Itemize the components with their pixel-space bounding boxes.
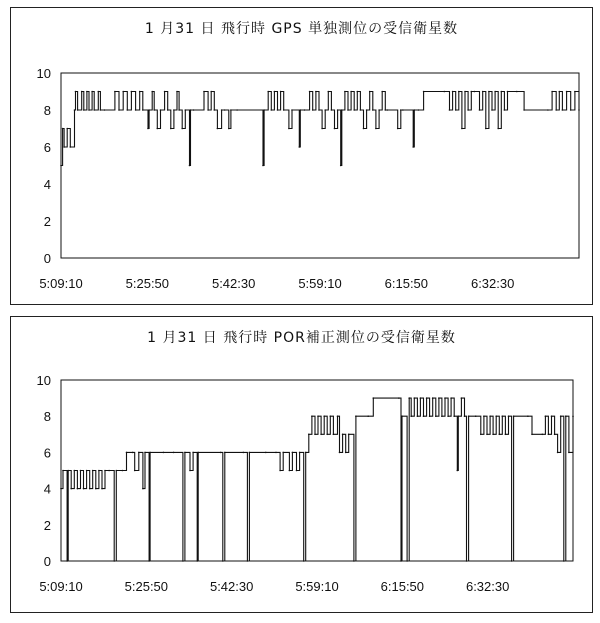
- data-point: [291, 109, 293, 111]
- data-point: [132, 452, 134, 454]
- data-point: [350, 91, 352, 93]
- data-point: [184, 452, 186, 454]
- chart-panel-por: [10, 316, 593, 613]
- data-point: [400, 560, 402, 562]
- data-point: [149, 452, 151, 454]
- data-point: [265, 452, 267, 454]
- data-point: [432, 397, 434, 399]
- data-point: [282, 452, 284, 454]
- data-point: [369, 91, 371, 93]
- y-tick-label: 4: [43, 177, 51, 192]
- y-tick-label: 2: [43, 517, 51, 533]
- data-point: [559, 91, 561, 93]
- data-point: [308, 434, 310, 436]
- data-point: [164, 91, 166, 93]
- data-point: [279, 470, 281, 472]
- data-point: [243, 452, 245, 454]
- data-point: [144, 452, 146, 454]
- data-point: [60, 165, 62, 167]
- data-point: [563, 560, 565, 562]
- y-tick-label: 8: [43, 103, 51, 118]
- data-point: [523, 109, 525, 111]
- data-point: [347, 109, 349, 111]
- data-point: [320, 434, 322, 436]
- data-point: [274, 91, 276, 93]
- data-point: [554, 434, 556, 436]
- data-point: [435, 415, 437, 417]
- data-point: [562, 109, 564, 111]
- data-point: [326, 434, 328, 436]
- data-point: [80, 470, 82, 472]
- data-point: [570, 109, 572, 111]
- data-point: [203, 91, 205, 93]
- data-point: [547, 109, 549, 111]
- data-point: [66, 560, 68, 562]
- data-point: [348, 434, 350, 436]
- x-tick-label: 5:25:50: [125, 276, 170, 291]
- data-point: [397, 128, 399, 130]
- data-point: [467, 109, 469, 111]
- data-point: [417, 415, 419, 417]
- y-tick-label: 10: [36, 373, 51, 388]
- data-point: [499, 434, 501, 436]
- data-point: [557, 452, 559, 454]
- data-point: [249, 452, 251, 454]
- data-point: [139, 91, 141, 93]
- data-point: [331, 109, 333, 111]
- data-point: [321, 128, 323, 130]
- data-point: [181, 128, 183, 130]
- data-point: [127, 109, 129, 111]
- data-point: [410, 415, 412, 417]
- x-tick-label: 5:09:10: [39, 276, 83, 291]
- series-line: [61, 398, 573, 561]
- data-point: [545, 415, 547, 417]
- data-point: [317, 415, 319, 417]
- data-point: [131, 91, 133, 93]
- data-point: [378, 109, 380, 111]
- data-point: [311, 415, 313, 417]
- data-point: [444, 397, 446, 399]
- data-point: [357, 91, 359, 93]
- data-point: [304, 109, 306, 111]
- data-point: [299, 146, 301, 148]
- data-point: [438, 397, 440, 399]
- y-tick-label: 8: [43, 409, 51, 425]
- data-point: [305, 452, 307, 454]
- x-tick-label: 5:42:30: [211, 276, 256, 291]
- data-point: [77, 109, 79, 111]
- data-point: [423, 415, 425, 417]
- data-point: [458, 91, 460, 93]
- data-point: [214, 109, 216, 111]
- data-point: [62, 470, 64, 472]
- data-point: [86, 91, 88, 93]
- data-point: [447, 415, 449, 417]
- chart-title: 1 月31 日 飛行時 GPS 単独測位の受信衛星数: [144, 21, 459, 37]
- data-point: [501, 91, 503, 93]
- data-point: [527, 415, 529, 417]
- data-point: [190, 109, 192, 111]
- data-point: [366, 109, 368, 111]
- y-tick-label: 10: [36, 66, 51, 81]
- data-point: [507, 91, 509, 93]
- data-point: [289, 470, 291, 472]
- data-point: [138, 452, 140, 454]
- data-point: [122, 91, 124, 93]
- data-point: [441, 415, 443, 417]
- data-point: [531, 434, 533, 436]
- data-point: [323, 415, 325, 417]
- x-tick-label: 5:59:10: [295, 579, 339, 594]
- data-point: [464, 91, 466, 93]
- data-point: [104, 109, 106, 111]
- chart-canvas: [11, 8, 594, 306]
- data-point: [328, 91, 330, 93]
- x-tick-label: 6:32:30: [465, 579, 510, 594]
- data-point: [375, 128, 377, 130]
- data-point: [342, 434, 344, 436]
- data-point: [474, 91, 476, 93]
- data-point: [412, 146, 414, 148]
- data-point: [426, 397, 428, 399]
- data-point: [401, 415, 403, 417]
- data-point: [495, 415, 497, 417]
- data-point: [81, 91, 83, 93]
- data-point: [148, 109, 150, 111]
- data-point: [516, 91, 518, 93]
- data-point: [236, 109, 238, 111]
- data-point: [367, 415, 369, 417]
- data-point: [482, 91, 484, 93]
- data-point: [345, 452, 347, 454]
- data-point: [224, 452, 226, 454]
- data-point: [452, 91, 454, 93]
- data-point: [363, 128, 365, 130]
- data-point: [210, 91, 212, 93]
- data-point: [572, 415, 574, 417]
- data-point: [414, 397, 416, 399]
- x-tick-label: 5:09:10: [39, 579, 83, 594]
- data-point: [420, 397, 422, 399]
- data-point: [418, 109, 420, 111]
- data-point: [148, 560, 150, 562]
- data-point: [221, 109, 223, 111]
- data-point: [548, 434, 550, 436]
- data-point: [224, 109, 226, 111]
- data-point: [75, 91, 77, 93]
- data-point: [178, 109, 180, 111]
- data-point: [406, 560, 408, 562]
- data-point: [488, 91, 490, 93]
- data-point: [77, 488, 79, 490]
- data-point: [182, 560, 184, 562]
- data-point: [340, 165, 342, 167]
- data-point: [275, 452, 277, 454]
- data-point: [263, 109, 265, 111]
- data-point: [193, 109, 195, 111]
- data-point: [280, 91, 282, 93]
- data-point: [565, 415, 567, 417]
- data-point: [220, 452, 222, 454]
- data-point: [277, 109, 279, 111]
- data-point: [480, 434, 482, 436]
- x-tick-label: 6:15:50: [380, 579, 425, 594]
- data-point: [568, 452, 570, 454]
- data-point: [134, 470, 136, 472]
- data-point: [83, 109, 85, 111]
- data-point: [423, 91, 425, 93]
- data-point: [385, 109, 387, 111]
- data-point: [453, 415, 455, 417]
- data-point: [116, 470, 118, 472]
- data-point: [185, 109, 187, 111]
- data-point: [83, 488, 85, 490]
- data-point: [444, 91, 446, 93]
- data-point: [74, 470, 76, 472]
- data-point: [461, 128, 463, 130]
- data-point: [151, 91, 153, 93]
- y-tick-label: 6: [43, 445, 51, 461]
- data-point: [578, 109, 580, 111]
- y-tick-label: 6: [43, 140, 51, 155]
- data-point: [560, 415, 562, 417]
- x-tick-label: 5:59:10: [298, 276, 342, 291]
- data-point: [173, 452, 175, 454]
- data-point: [98, 470, 100, 472]
- data-point: [449, 109, 451, 111]
- data-point: [475, 415, 477, 417]
- data-point: [479, 109, 481, 111]
- data-point: [330, 415, 332, 417]
- data-point: [100, 109, 102, 111]
- data-point: [551, 91, 553, 93]
- data-point: [98, 91, 100, 93]
- data-point: [360, 109, 362, 111]
- data-point: [142, 109, 144, 111]
- data-point: [89, 488, 91, 490]
- data-point: [303, 560, 305, 562]
- y-tick-label: 4: [43, 481, 51, 497]
- data-point: [157, 128, 159, 130]
- data-point: [126, 452, 128, 454]
- data-point: [74, 109, 76, 111]
- chart-canvas: [11, 317, 594, 614]
- data-point: [353, 560, 355, 562]
- data-point: [468, 415, 470, 417]
- x-tick-label: 5:42:30: [209, 579, 254, 594]
- data-point: [70, 488, 72, 490]
- data-point: [262, 165, 264, 167]
- data-point: [314, 434, 316, 436]
- data-point: [63, 146, 65, 148]
- data-point: [551, 415, 553, 417]
- data-point: [267, 91, 269, 93]
- data-point: [398, 397, 400, 399]
- data-point: [70, 146, 72, 148]
- data-point: [429, 415, 431, 417]
- data-point: [542, 434, 544, 436]
- data-point: [192, 452, 194, 454]
- data-point: [217, 128, 219, 130]
- data-point: [118, 109, 120, 111]
- data-point: [450, 397, 452, 399]
- data-point: [300, 109, 302, 111]
- data-point: [147, 128, 149, 130]
- data-point: [167, 109, 169, 111]
- data-point: [230, 109, 232, 111]
- data-point: [196, 560, 198, 562]
- data-point: [483, 415, 485, 417]
- data-point: [400, 109, 402, 111]
- data-point: [461, 397, 463, 399]
- series-line: [61, 92, 579, 166]
- data-point: [337, 415, 339, 417]
- data-point: [339, 452, 341, 454]
- data-point: [502, 415, 504, 417]
- data-point: [511, 560, 513, 562]
- data-point: [66, 128, 68, 130]
- data-point: [402, 109, 404, 111]
- data-point: [288, 128, 290, 130]
- data-point: [271, 109, 273, 111]
- data-point: [372, 109, 374, 111]
- data-point: [113, 560, 115, 562]
- data-point: [381, 91, 383, 93]
- data-point: [489, 415, 491, 417]
- data-point: [458, 415, 460, 417]
- data-point: [60, 488, 62, 490]
- data-point: [108, 470, 110, 472]
- data-point: [189, 470, 191, 472]
- y-tick-label: 0: [43, 251, 51, 266]
- data-point: [91, 91, 93, 93]
- data-point: [387, 109, 389, 111]
- data-point: [122, 470, 124, 472]
- data-point: [135, 109, 137, 111]
- data-point: [163, 452, 165, 454]
- data-point: [88, 109, 90, 111]
- data-point: [355, 415, 357, 417]
- data-point: [318, 109, 320, 111]
- data-point: [341, 109, 343, 111]
- data-point: [471, 91, 473, 93]
- data-point: [312, 109, 314, 111]
- data-point: [337, 109, 339, 111]
- data-point: [494, 91, 496, 93]
- data-point: [101, 488, 103, 490]
- data-point: [505, 434, 507, 436]
- data-point: [292, 452, 294, 454]
- data-point: [491, 109, 493, 111]
- data-point: [315, 91, 317, 93]
- data-point: [344, 91, 346, 93]
- data-point: [353, 109, 355, 111]
- data-point: [283, 109, 285, 111]
- data-point: [455, 109, 457, 111]
- data-point: [160, 109, 162, 111]
- data-point: [508, 415, 510, 417]
- data-point: [62, 128, 64, 130]
- data-point: [497, 128, 499, 130]
- y-tick-label: 0: [43, 554, 51, 569]
- data-point: [566, 91, 568, 93]
- data-point: [414, 109, 416, 111]
- data-point: [197, 452, 199, 454]
- data-point: [334, 128, 336, 130]
- data-point: [485, 128, 487, 130]
- chart-panel-gps: [10, 7, 593, 305]
- data-point: [296, 470, 298, 472]
- data-point: [408, 397, 410, 399]
- data-point: [95, 488, 97, 490]
- data-point: [114, 91, 116, 93]
- data-point: [228, 128, 230, 130]
- data-point: [86, 470, 88, 472]
- data-point: [93, 109, 95, 111]
- data-point: [222, 560, 224, 562]
- data-point: [504, 109, 506, 111]
- data-point: [324, 109, 326, 111]
- data-point: [457, 470, 459, 472]
- data-point: [207, 109, 209, 111]
- data-point: [299, 452, 301, 454]
- x-tick-label: 6:15:50: [384, 276, 429, 291]
- x-tick-label: 6:32:30: [470, 276, 515, 291]
- data-point: [309, 91, 311, 93]
- data-point: [574, 91, 576, 93]
- x-tick-label: 5:25:50: [124, 579, 169, 594]
- data-point: [189, 165, 191, 167]
- data-point: [513, 415, 515, 417]
- data-point: [176, 91, 178, 93]
- data-point: [92, 470, 94, 472]
- data-point: [492, 434, 494, 436]
- data-point: [466, 560, 468, 562]
- chart-title: 1 月31 日 飛行時 POR補正測位の受信衛星数: [147, 330, 456, 346]
- data-point: [67, 470, 69, 472]
- data-point: [173, 109, 175, 111]
- data-point: [333, 434, 335, 436]
- data-point: [153, 109, 155, 111]
- data-point: [104, 470, 106, 472]
- data-point: [486, 434, 488, 436]
- data-point: [247, 560, 249, 562]
- y-tick-label: 2: [43, 214, 51, 229]
- data-point: [464, 415, 466, 417]
- data-point: [373, 397, 375, 399]
- data-point: [170, 128, 172, 130]
- data-point: [555, 109, 557, 111]
- data-point: [142, 488, 144, 490]
